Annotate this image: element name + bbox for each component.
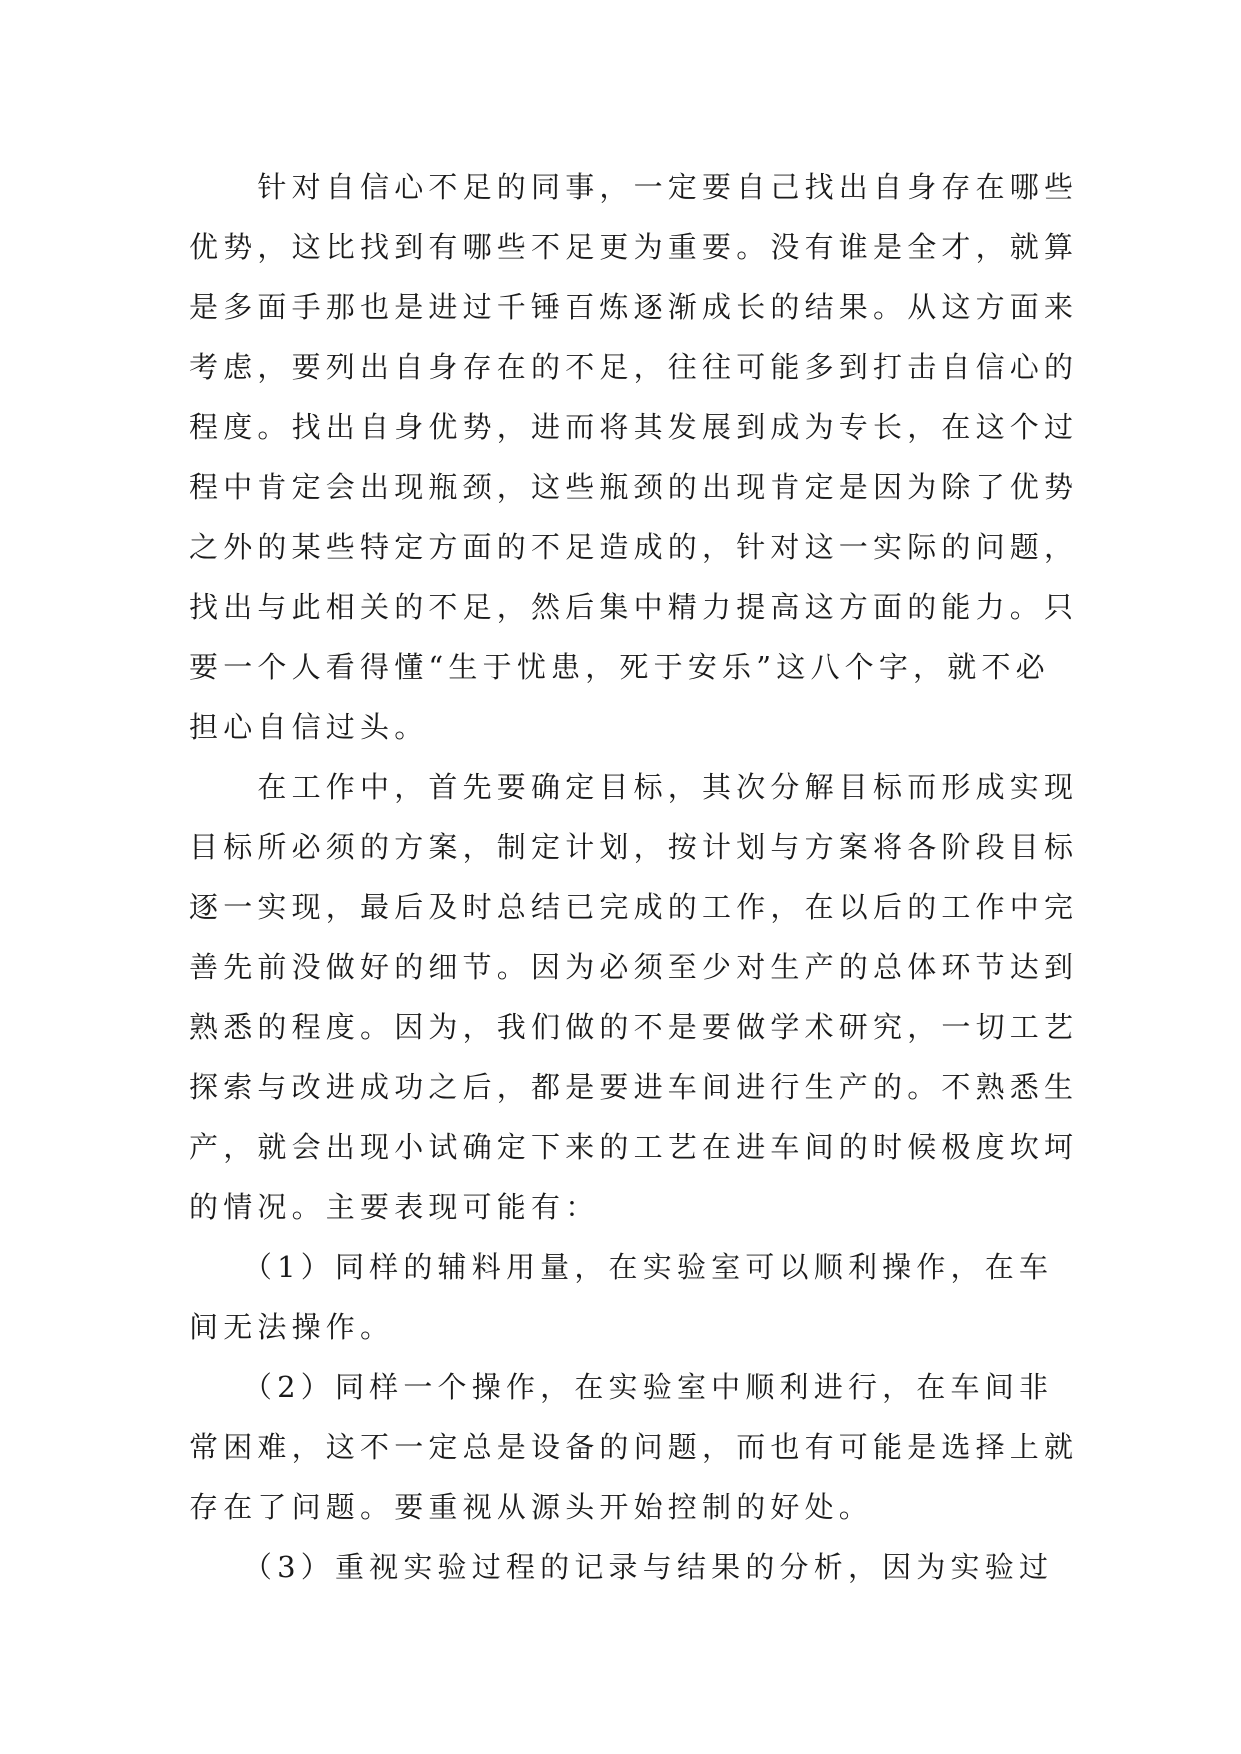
text-line: 产，就会出现小试确定下来的工艺在进车间的时候极度坎坷 (189, 1130, 1079, 1164)
text-line: 程中肯定会出现瓶颈，这些瓶颈的出现肯定是因为除了优势 (189, 470, 1079, 504)
text-line: 逐一实现，最后及时总结已完成的工作，在以后的工作中完 (189, 890, 1079, 924)
text-line: 要一个人看得懂“生于忧患，死于安乐”这八个字，就不必 (189, 650, 1050, 684)
text-line: （1）同样的辅料用量，在实验室可以顺利操作，在车 (189, 1250, 1054, 1284)
text-line: 针对自信心不足的同事，一定要自己找出自身存在哪些 (189, 170, 1079, 204)
text-line: 之外的某些特定方面的不足造成的，针对这一实际的问题， (189, 530, 1079, 564)
text-line: 程度。找出自身优势，进而将其发展到成为专长，在这个过 (189, 410, 1079, 444)
text-line: 间无法操作。 (189, 1310, 395, 1344)
text-line: 目标所必须的方案，制定计划，按计划与方案将各阶段目标 (189, 830, 1079, 864)
text-line: 考虑，要列出自身存在的不足，往往可能多到打击自信心的 (189, 350, 1079, 384)
text-line: 熟悉的程度。因为，我们做的不是要做学术研究，一切工艺 (189, 1010, 1079, 1044)
text-line: 常困难，这不一定总是设备的问题，而也有可能是选择上就 (189, 1430, 1079, 1464)
text-line: 探索与改进成功之后，都是要进车间进行生产的。不熟悉生 (189, 1070, 1079, 1104)
text-line: 善先前没做好的细节。因为必须至少对生产的总体环节达到 (189, 950, 1079, 984)
text-line: 在工作中，首先要确定目标，其次分解目标而形成实现 (189, 770, 1079, 804)
text-line: 找出与此相关的不足，然后集中精力提高这方面的能力。只 (189, 590, 1079, 624)
text-line: 是多面手那也是进过千锤百炼逐渐成长的结果。从这方面来 (189, 290, 1079, 324)
text-line: 优势，这比找到有哪些不足更为重要。没有谁是全才，就算 (189, 230, 1079, 264)
text-line: 的情况。主要表现可能有： (189, 1190, 600, 1224)
text-line: 担心自信过头。 (189, 710, 429, 744)
body-text (189, 157, 1079, 1597)
text-line: （2）同样一个操作，在实验室中顺利进行，在车间非 (189, 1370, 1054, 1404)
text-line: 存在了问题。要重视从源头开始控制的好处。 (189, 1490, 874, 1524)
text-line: （3）重视实验过程的记录与结果的分析，因为实验过 (189, 1550, 1054, 1584)
